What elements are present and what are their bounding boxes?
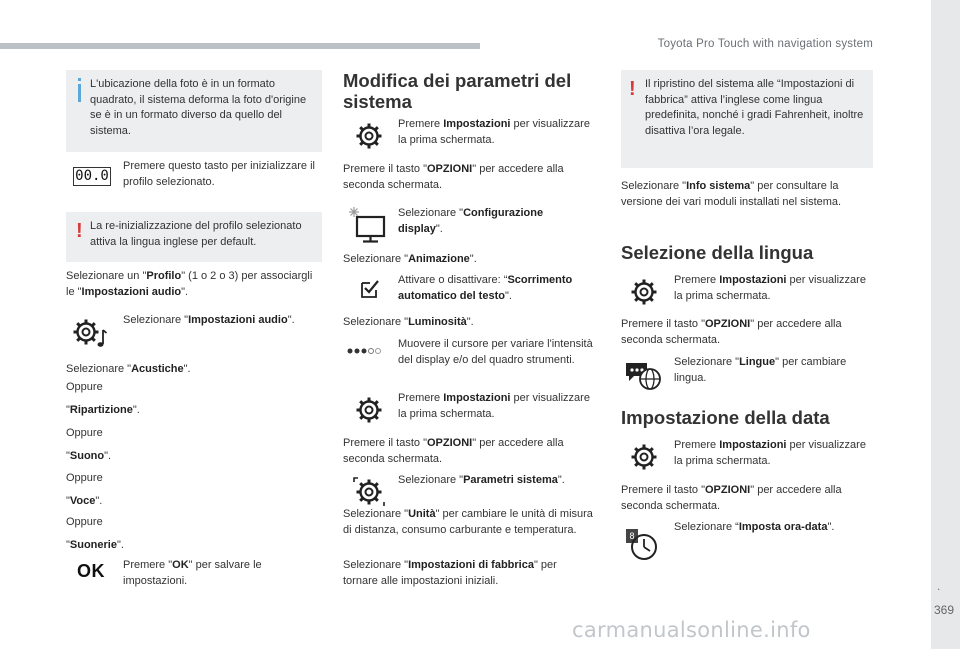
brightness-slider-icon [346, 345, 386, 357]
slider-text: Muovere il cursore per variare l'intensità del display e/o del quadro strumenti. [398, 338, 593, 366]
toggle-scroll-text: Attivare o disattivare: “Scorrimento automatico del testo". [398, 274, 573, 302]
system-params-gear-icon [352, 476, 386, 506]
section-title-date: Impostazione della data [621, 407, 830, 428]
warning-note-text: La re-inizializzazione del profilo selezionato attiva la lingua inglese per default. [90, 220, 302, 248]
audio-settings-icon [72, 316, 108, 350]
clock-icon [628, 529, 660, 563]
page-edge-strip [931, 0, 960, 649]
balance-text: "Ripartizione". [66, 404, 140, 416]
warning-note-factory-text: Il ripristino del sistema alle “Impostazioni di fabbrica” attiva l’inglese come lingua predefinita, nonché i gradi Fahrenheit, inoltre disattiva l’ora legale. [645, 78, 864, 137]
init-profile-text: Premere questo tasto per inizializzare il profilo selezionato. [123, 160, 315, 188]
select-audio-text: Selezionare "Impostazioni audio". [123, 314, 295, 326]
info-note-text: L'ubicazione della foto è in un formato quadrato, il sistema deforma la foto d'origine se è in un formato diverso da quello del sistema. [90, 78, 307, 137]
or-text: Oppure [66, 472, 103, 484]
continuation-mark: . [937, 579, 941, 593]
press-options-text: Premere il tasto "OPZIONI" per accedere alla seconda schermata. [343, 163, 564, 191]
ringtones-text: "Suonerie". [66, 539, 124, 551]
select-date-time-text: Selezionare “Imposta ora-data". [674, 521, 835, 533]
select-display-config-text: Selezionare "Configurazione display". [398, 207, 544, 235]
watermark: carmanualsonline.info [572, 618, 811, 642]
select-units-text: Selezionare "Unità" per cambiare le unità di misura di distanza, consumo carburante e temperatura. [343, 508, 593, 536]
language-icon [623, 360, 663, 392]
warning-note-factory [621, 70, 873, 168]
reset-key-icon: 00.0 [73, 167, 111, 186]
settings-gear-icon [355, 396, 383, 424]
press-settings-text-2: Premere Impostazioni per visualizzare la prima schermata. [398, 392, 590, 420]
press-settings-text-4: Premere Impostazioni per visualizzare la prima schermata. [674, 439, 866, 467]
press-options-text-4: Premere il tasto "OPZIONI" per accedere alla seconda schermata. [621, 484, 842, 512]
info-note [66, 70, 322, 152]
select-factory-text: Selezionare "Impostazioni di fabbrica" per tornare alle impostazioni iniziali. [343, 559, 557, 587]
warning-icon: ! [629, 78, 636, 100]
press-settings-text: Premere Impostazioni per visualizzare la prima schermata. [398, 118, 590, 146]
warning-note-profile [66, 212, 322, 262]
ok-save-text: Premere "OK" per salvare le impostazioni. [123, 559, 262, 587]
page-number: 369 [934, 603, 955, 617]
press-settings-text-3: Premere Impostazioni per visualizzare la prima schermata. [674, 274, 866, 302]
info-icon [78, 78, 81, 81]
or-text: Oppure [66, 381, 103, 393]
header-title: Toyota Pro Touch with navigation system [657, 38, 873, 50]
or-text: Oppure [66, 427, 103, 439]
chapter-badge: 8 [626, 529, 638, 543]
select-animation-text: Selezionare "Animazione". [343, 253, 477, 265]
select-info-text: Selezionare "Info sistema" per consultare la versione dei vari moduli installati nel sistema. [621, 180, 842, 208]
voice-text: "Voce". [66, 495, 103, 507]
select-acoustics-text: Selezionare "Acustiche". [66, 363, 191, 375]
select-brightness-text: Selezionare "Luminosità". [343, 316, 474, 328]
display-config-icon [347, 206, 387, 244]
ok-key-icon: OK [77, 561, 105, 581]
select-profile-text: Selezionare un "Profilo" (1 o 2 o 3) per associargli le "Impostazioni audio". [66, 270, 313, 298]
info-icon-bar [78, 84, 81, 102]
checkbox-icon [360, 279, 380, 299]
settings-gear-icon [355, 122, 383, 150]
sound-text: "Suono". [66, 450, 112, 462]
warning-icon: ! [76, 220, 83, 242]
select-languages-text: Selezionare "Lingue" per cambiare lingua. [674, 356, 847, 384]
section-title-language: Selezione della lingua [621, 242, 814, 263]
section-title-system: Modifica dei parametri del sistema [343, 70, 572, 112]
select-system-params-text: Selezionare "Parametri sistema". [398, 474, 565, 486]
or-text: Oppure [66, 516, 103, 528]
press-options-text-3: Premere il tasto "OPZIONI" per accedere alla seconda schermata. [621, 318, 842, 346]
settings-gear-icon [630, 443, 658, 471]
header-rule [0, 43, 480, 49]
settings-gear-icon [630, 278, 658, 306]
press-options-text-2: Premere il tasto "OPZIONI" per accedere alla seconda schermata. [343, 437, 564, 465]
